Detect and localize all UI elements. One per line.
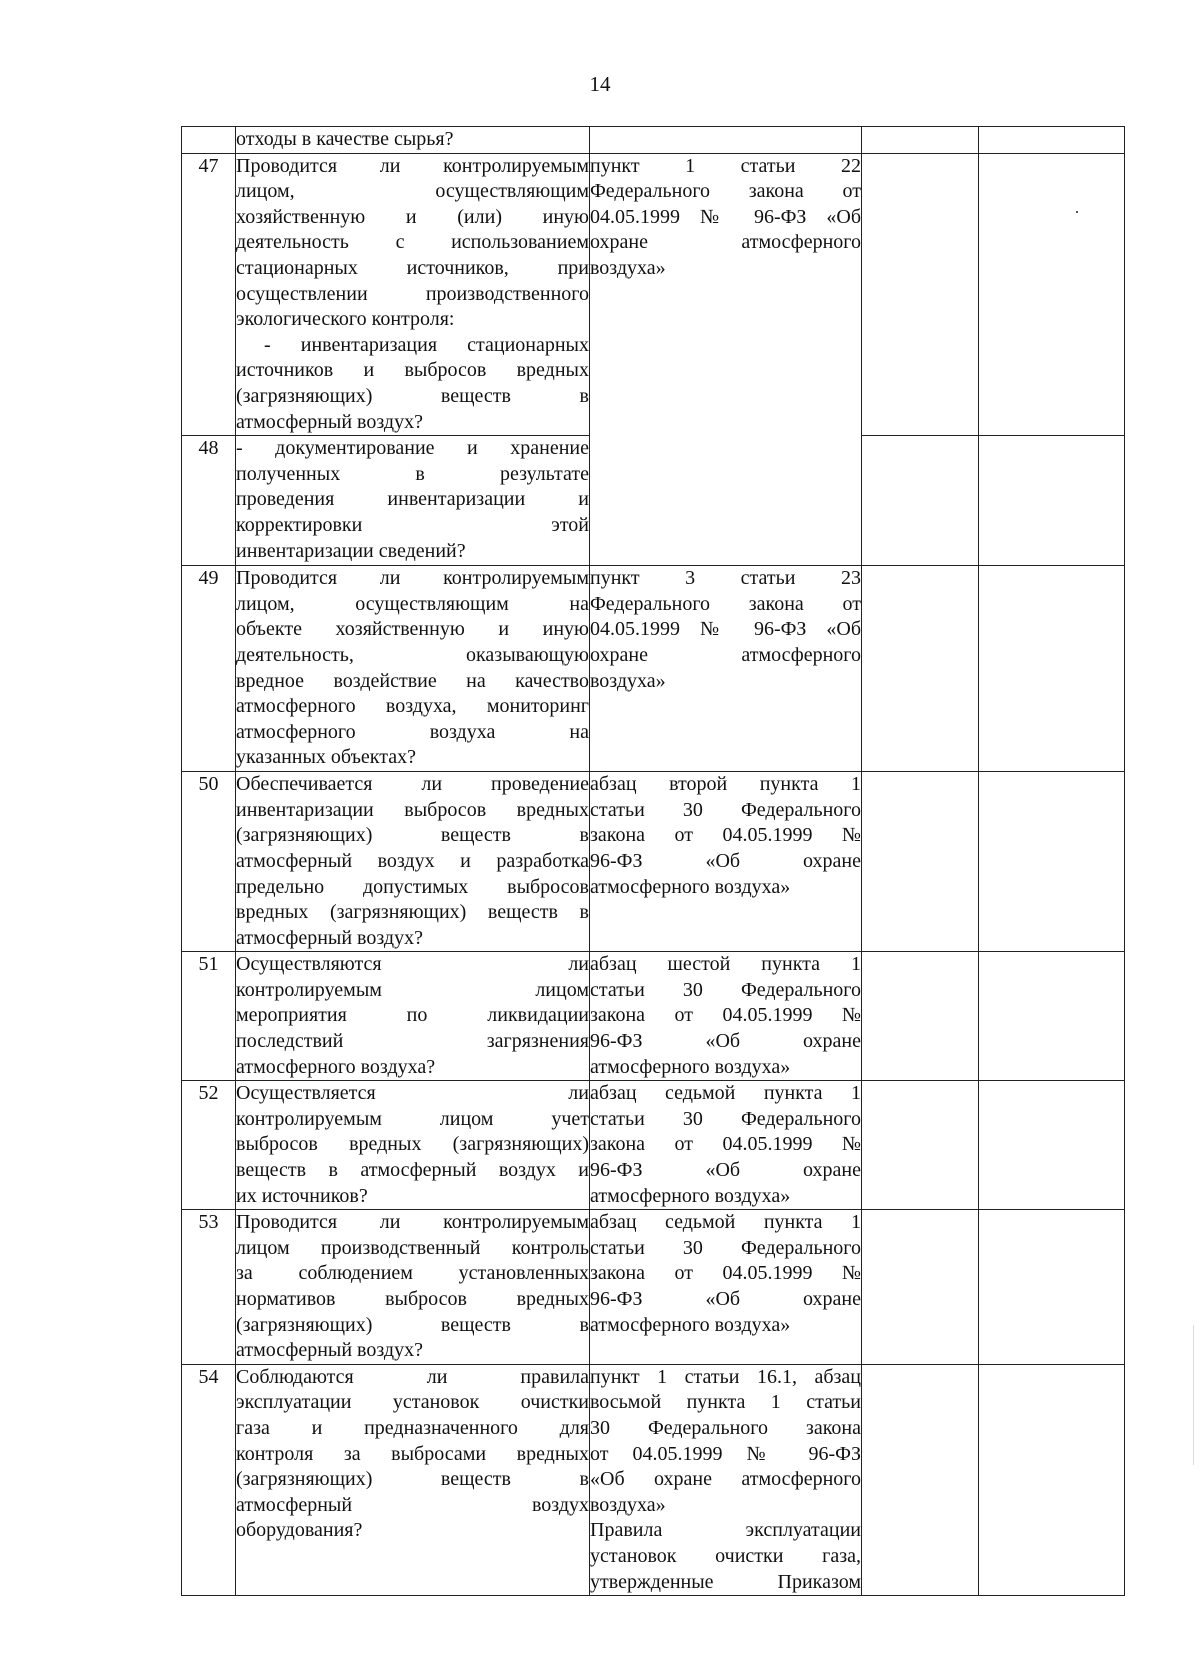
- question-line: газа и предназначенного для: [236, 1417, 589, 1440]
- reference-line: от 04.05.1999 № 96-ФЗ: [590, 1442, 861, 1465]
- question-line: указанных объектах?: [236, 746, 416, 769]
- question-cell: [236, 1364, 590, 1595]
- question-line: (загрязняющих) веществ в: [236, 824, 589, 847]
- note-cell: [979, 1210, 1125, 1365]
- reference-line: закона от 04.05.1999 №: [590, 1262, 861, 1285]
- note-cell: [979, 127, 1125, 154]
- question-cell: [236, 153, 590, 436]
- question-line: инвентаризации сведений?: [236, 539, 466, 562]
- reference-line: охране атмосферного: [590, 643, 861, 666]
- question-line: Осуществляются ли: [236, 953, 589, 976]
- question-line: атмосферный воздух?: [236, 1339, 423, 1362]
- question-line: предельно допустимых выбросов: [236, 875, 589, 898]
- row-number: 51: [182, 952, 236, 1081]
- question-line: деятельность, оказывающую: [236, 643, 589, 666]
- question-line: атмосферного воздуха?: [236, 1055, 436, 1078]
- question-line: атмосферный воздух?: [236, 410, 423, 433]
- reference-line: Правила эксплуатации: [590, 1519, 861, 1542]
- scan-speck: [1076, 211, 1078, 213]
- answer-cell: [862, 952, 979, 1081]
- row-number: 50: [182, 772, 236, 952]
- note-cell: [979, 566, 1125, 772]
- table-row: [182, 566, 1125, 772]
- row-number: 48: [182, 436, 236, 566]
- reference-line: восьмой пункта 1 статьи: [590, 1391, 861, 1414]
- question-line: Проводится ли контролируемым: [236, 154, 589, 177]
- reference-line: атмосферного воздуха»: [590, 875, 791, 898]
- question-line: лицом, осуществляющим: [236, 180, 589, 203]
- reference-line: 30 Федерального закона: [590, 1417, 861, 1440]
- answer-cell: [862, 772, 979, 952]
- page-number: 14: [589, 72, 611, 96]
- question-line: эксплуатации установок очистки: [236, 1391, 589, 1414]
- reference-line: 96-ФЗ «Об охране: [590, 1030, 861, 1053]
- answer-cell: [862, 566, 979, 772]
- row-number: 52: [182, 1081, 236, 1210]
- reference-line: утвержденные Приказом: [590, 1570, 861, 1593]
- question-line: оборудования?: [236, 1519, 363, 1542]
- question-line: атмосферный воздух?: [236, 926, 423, 949]
- reference-line: охране атмосферного: [590, 231, 861, 254]
- question-cell: [236, 1081, 590, 1210]
- reference-line: абзац седьмой пункта 1: [590, 1211, 861, 1234]
- reference-line: воздуха»: [590, 256, 666, 279]
- question-line: стационарных источников, при: [236, 256, 589, 279]
- question-line: Проводится ли контролируемым: [236, 1211, 589, 1234]
- reference-line: Федерального закона от: [590, 180, 861, 203]
- row-number: 49: [182, 566, 236, 772]
- reference-line: воздуха»: [590, 669, 666, 692]
- question-line: вредных (загрязняющих) веществ в: [236, 901, 589, 924]
- question-line: нормативов выбросов вредных: [236, 1288, 589, 1311]
- table-row: [182, 1081, 1125, 1210]
- reference-line: 96-ФЗ «Об охране: [590, 849, 861, 872]
- question-line: инвентаризации выбросов вредных: [236, 798, 589, 821]
- note-cell: [979, 153, 1125, 436]
- question-line: корректировки этой: [236, 513, 589, 536]
- reference-line: пункт 3 статьи 23: [590, 567, 861, 590]
- question-line: (загрязняющих) веществ в: [236, 1468, 589, 1491]
- table-row: [182, 772, 1125, 952]
- question-line: Проводится ли контролируемым: [236, 567, 589, 590]
- question-cell: [236, 772, 590, 952]
- reference-line: статьи 30 Федерального: [590, 798, 861, 821]
- row-number: 53: [182, 1210, 236, 1365]
- checklist-table: [181, 126, 1125, 1596]
- reference-line: закона от 04.05.1999 №: [590, 1004, 861, 1027]
- question-line: последствий загрязнения: [236, 1030, 589, 1053]
- question-cell: [236, 566, 590, 772]
- reference-line: абзац шестой пункта 1: [590, 953, 861, 976]
- question-line: Обеспечивается ли проведение: [236, 773, 589, 796]
- answer-cell: [862, 436, 979, 566]
- question-line: атмосферный воздух: [236, 1493, 589, 1516]
- question-line: лицом производственный контроль: [236, 1236, 589, 1259]
- answer-cell: [862, 1081, 979, 1210]
- table-row: [182, 1210, 1125, 1365]
- question-line: проведения инвентаризации и: [236, 488, 589, 511]
- note-cell: [979, 1364, 1125, 1595]
- table-row: [182, 153, 1125, 436]
- row-number: 54: [182, 1364, 236, 1595]
- question-line: (загрязняющих) веществ в: [236, 1313, 589, 1336]
- question-cell: [236, 952, 590, 1081]
- question-line: за соблюдением установленных: [236, 1262, 589, 1285]
- reference-line: статьи 30 Федерального: [590, 1107, 861, 1130]
- question-line: отходы в качестве сырья?: [236, 128, 454, 150]
- question-line: объекте хозяйственную и иную: [236, 618, 589, 641]
- reference-line: 96-ФЗ «Об охране: [590, 1288, 861, 1311]
- reference-line: пункт 1 статьи 22: [590, 154, 861, 177]
- question-line: - документирование и хранение: [236, 437, 589, 460]
- question-line: - инвентаризация стационарных: [264, 333, 589, 356]
- reference-line: закона от 04.05.1999 №: [590, 824, 861, 847]
- reference-line: «Об охране атмосферного: [590, 1468, 861, 1491]
- reference-line: абзац седьмой пункта 1: [590, 1082, 861, 1105]
- note-cell: [979, 436, 1125, 566]
- reference-cell: [590, 127, 862, 154]
- question-line: Соблюдаются ли правила: [236, 1365, 589, 1388]
- answer-cell: [862, 153, 979, 436]
- reference-cell: [590, 153, 862, 566]
- reference-cell: [590, 1364, 862, 1595]
- reference-line: Федерального закона от: [590, 592, 861, 615]
- question-line: выбросов вредных (загрязняющих): [236, 1133, 589, 1156]
- answer-cell: [862, 1364, 979, 1595]
- reference-cell: [590, 566, 862, 772]
- row-number: 47: [182, 153, 236, 436]
- question-line: атмосферный воздух и разработка: [236, 849, 589, 872]
- scan-edge-mark: [1193, 1325, 1194, 1465]
- question-line: экологического контроля:: [236, 308, 455, 331]
- question-line: осуществлении производственного: [236, 282, 589, 305]
- question-line: атмосферного воздуха, мониторинг: [236, 695, 589, 718]
- question-line: хозяйственную и (или) иную: [236, 205, 589, 228]
- question-cell: [236, 1210, 590, 1365]
- reference-line: атмосферного воздуха»: [590, 1055, 791, 1078]
- reference-line: воздуха»: [590, 1493, 666, 1516]
- answer-cell: [862, 127, 979, 154]
- reference-line: установок очистки газа,: [590, 1545, 861, 1567]
- question-line: их источников?: [236, 1184, 368, 1207]
- question-line: контролируемым лицом учет: [236, 1107, 589, 1130]
- table-row: [182, 952, 1125, 1081]
- reference-cell: [590, 772, 862, 952]
- reference-line: абзац второй пункта 1: [590, 773, 861, 796]
- note-cell: [979, 772, 1125, 952]
- reference-cell: [590, 1081, 862, 1210]
- question-cell: [236, 436, 590, 566]
- table-row: [182, 127, 1125, 154]
- reference-line: атмосферного воздуха»: [590, 1184, 791, 1207]
- question-line: веществ в атмосферный воздух и: [236, 1159, 589, 1182]
- reference-cell: [590, 1210, 862, 1365]
- reference-line: пункт 1 статьи 16.1, абзац: [590, 1365, 861, 1388]
- question-line: контроля за выбросами вредных: [236, 1442, 589, 1465]
- reference-line: 04.05.1999 № 96-ФЗ «Об: [590, 618, 861, 641]
- reference-cell: [590, 952, 862, 1081]
- question-line: деятельность с использованием: [236, 231, 589, 254]
- question-line: вредное воздействие на качество: [236, 669, 589, 692]
- note-cell: [979, 952, 1125, 1081]
- question-line: источников и выбросов вредных: [236, 359, 589, 382]
- question-line: атмосферного воздуха на: [236, 720, 589, 743]
- question-line: полученных в результате: [236, 462, 589, 485]
- reference-line: закона от 04.05.1999 №: [590, 1133, 861, 1156]
- table-row: [182, 1364, 1125, 1595]
- reference-line: 96-ФЗ «Об охране: [590, 1159, 861, 1182]
- note-cell: [979, 1081, 1125, 1210]
- question-line: лицом, осуществляющим на: [236, 592, 589, 615]
- reference-line: статьи 30 Федерального: [590, 1236, 861, 1259]
- reference-line: 04.05.1999 № 96-ФЗ «Об: [590, 205, 861, 228]
- question-line: контролируемым лицом: [236, 978, 589, 1001]
- reference-line: атмосферного воздуха»: [590, 1313, 791, 1336]
- question-line: мероприятия по ликвидации: [236, 1004, 589, 1027]
- question-cell: [236, 127, 590, 154]
- question-line: (загрязняющих) веществ в: [236, 384, 589, 407]
- answer-cell: [862, 1210, 979, 1365]
- row-number: [182, 127, 236, 154]
- question-line: Осуществляется ли: [236, 1082, 589, 1105]
- reference-line: статьи 30 Федерального: [590, 978, 861, 1001]
